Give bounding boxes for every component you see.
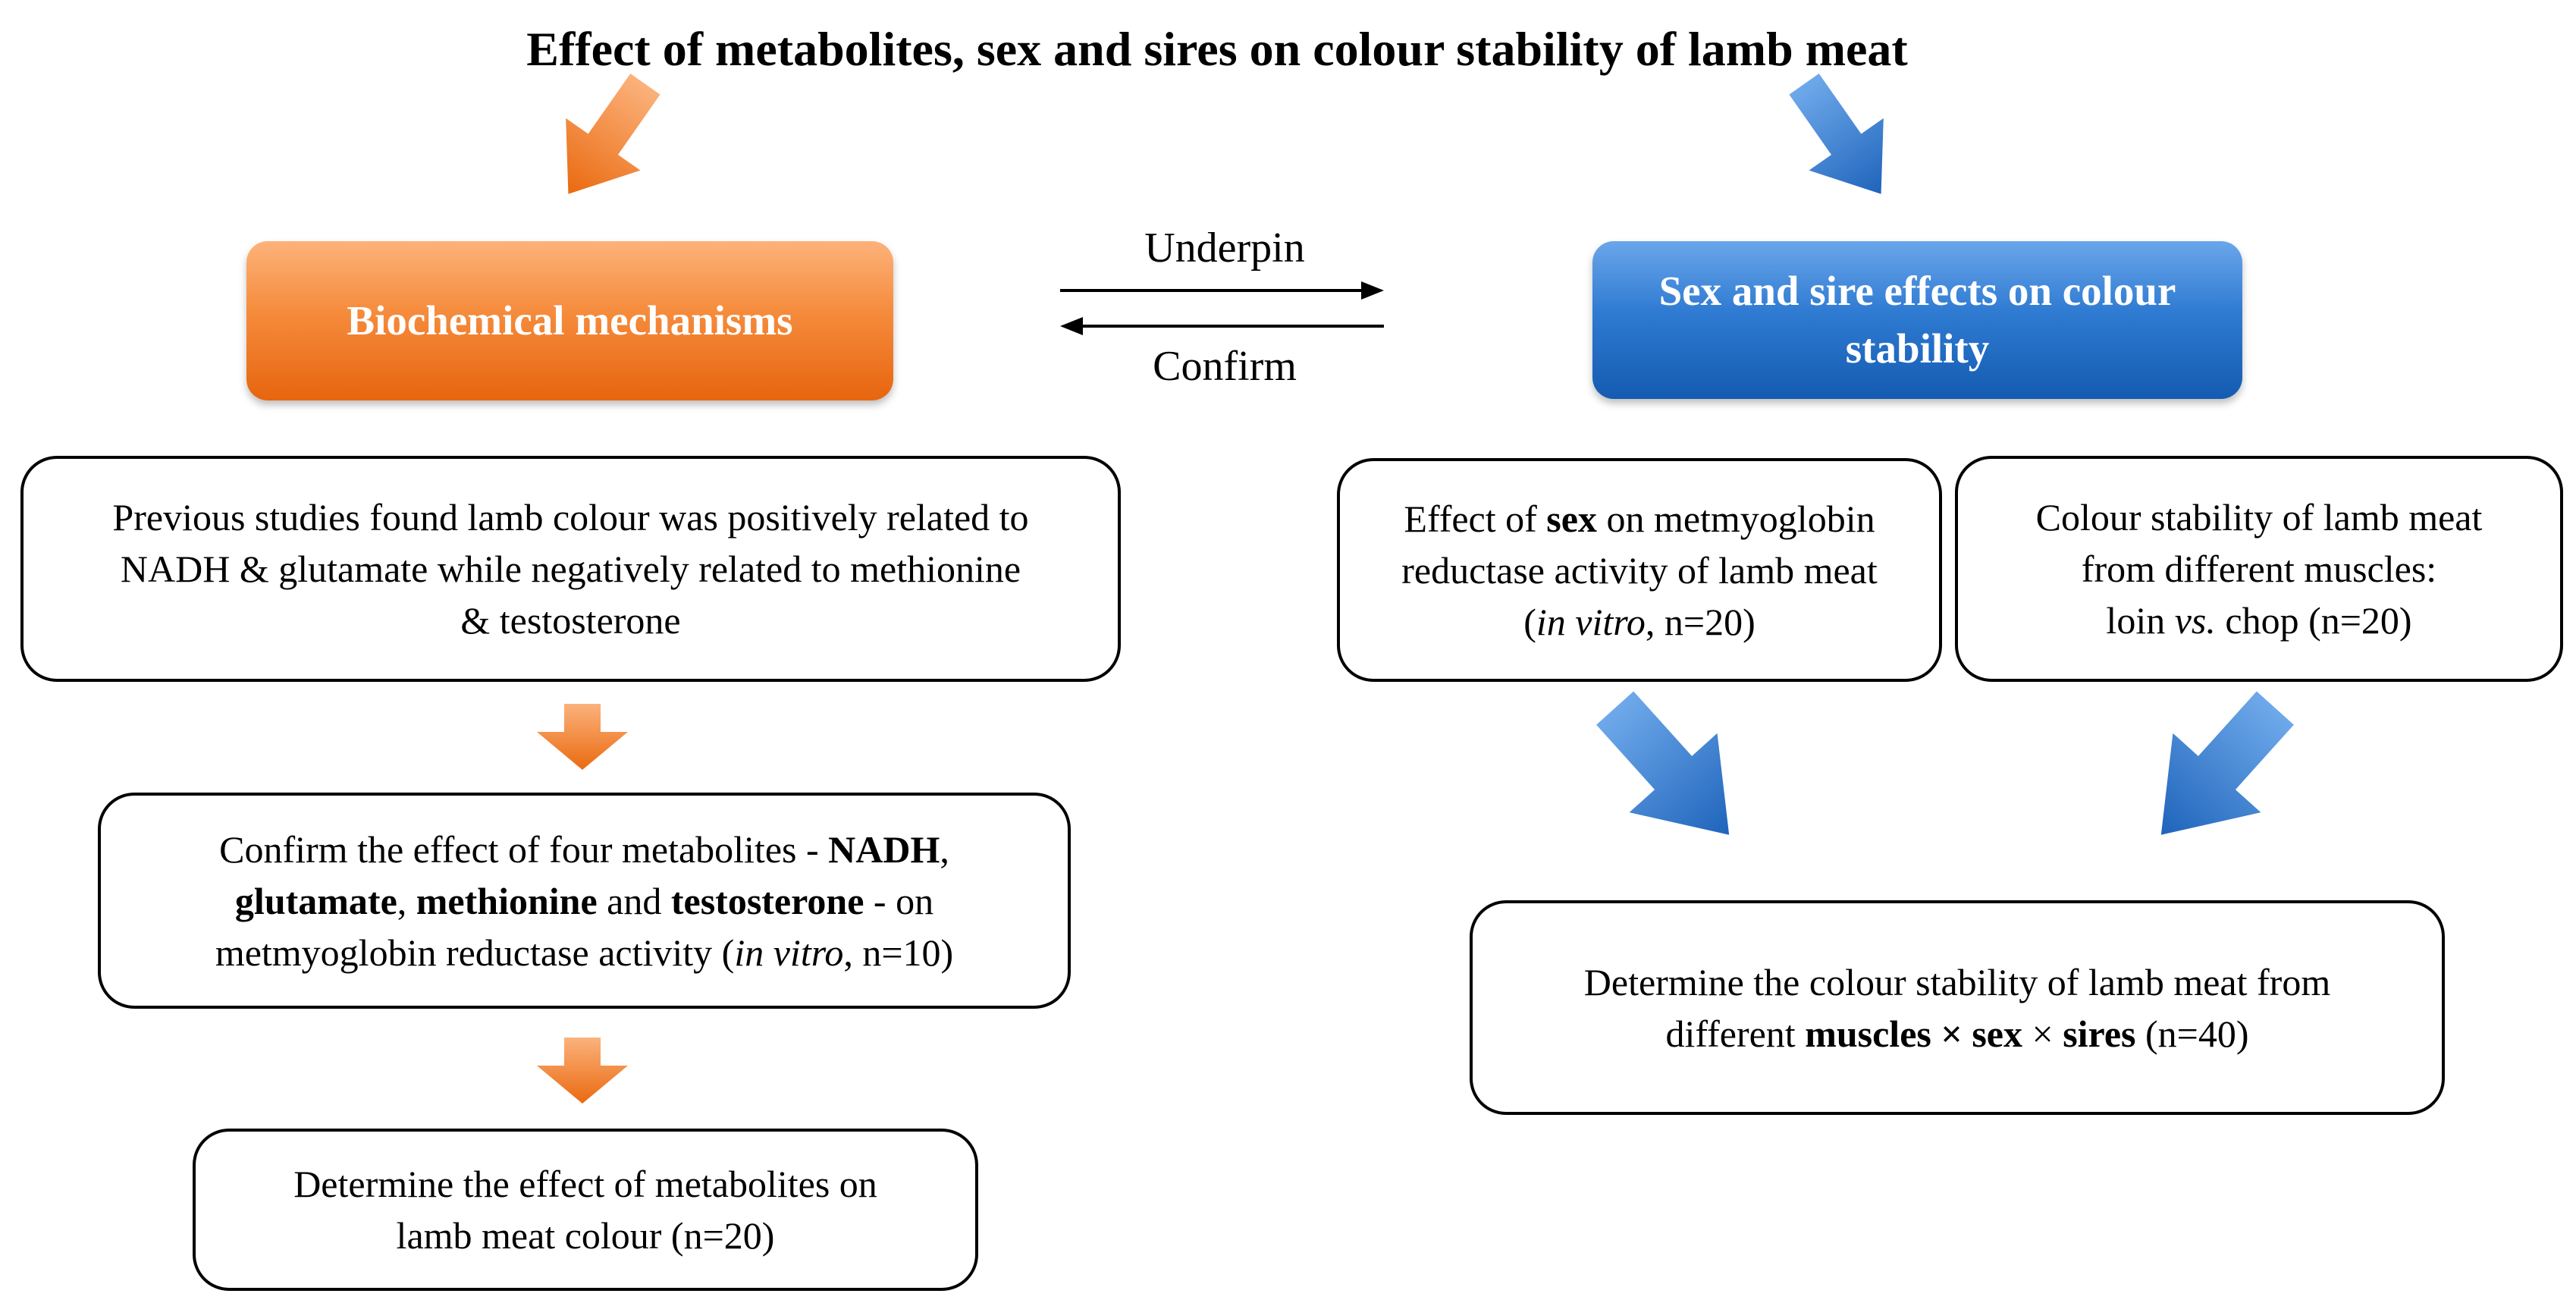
- underpin-arrow-icon: [1060, 281, 1384, 300]
- biochemical-mechanisms-header: Biochemical mechanisms: [246, 241, 893, 400]
- sex-effect-line: Effect of sex on metmyoglobin: [1404, 497, 1875, 540]
- determine-colour-stability-box: [1470, 900, 2445, 1115]
- sex-effect-box: [1337, 458, 1942, 682]
- previous-studies-line: & testosterone: [460, 599, 681, 642]
- orange-down-arrow-icon: [537, 704, 628, 770]
- sex-effect-line: reductase activity of lamb meat: [1401, 548, 1878, 592]
- confirm-arrow-icon: [1060, 317, 1384, 335]
- determine-metabolites-box: [193, 1129, 978, 1291]
- sex-sire-effects-header: Sex and sire effects on colour stability: [1592, 241, 2242, 399]
- blue-diagonal-arrow-icon: [1571, 668, 1773, 874]
- muscles-box: [1955, 456, 2563, 682]
- previous-studies-line: NADH & glutamate while negatively related to methionine: [120, 548, 1021, 590]
- underpin-label: Underpin: [1144, 224, 1305, 272]
- previous-studies-line: Previous studies found lamb colour was positively related to: [112, 496, 1029, 538]
- muscles-line: Colour stability of lamb meat: [2035, 496, 2483, 538]
- determine-metabolites-line: Determine the effect of metabolites on: [293, 1163, 877, 1205]
- confirm-label: Confirm: [1153, 343, 1297, 390]
- determine-colour-stability-line: different muscles × sex × sires (n=40): [1665, 1012, 2249, 1055]
- confirm-metabolites-line: Confirm the effect of four metabolites - NADH,: [219, 827, 949, 871]
- blue-diagonal-arrow-icon: [1767, 58, 1919, 220]
- confirm-metabolites-box: [98, 793, 1071, 1009]
- muscles-line: from different muscles:: [2081, 548, 2437, 590]
- determine-colour-stability-line: Determine the colour stability of lamb meat from: [1583, 960, 2331, 1003]
- determine-metabolites-line: lamb meat colour (n=20): [396, 1214, 775, 1257]
- confirm-metabolites-line: metmyoglobin reductase activity (in vitro, n=10): [215, 931, 954, 974]
- orange-down-arrow-icon: [537, 1038, 628, 1104]
- blue-diagonal-arrow-icon: [2117, 668, 2319, 874]
- diagram-title: Effect of metabolites, sex and sires on colour stability of lamb meat: [526, 22, 1908, 76]
- previous-studies-box: [20, 456, 1121, 682]
- muscles-line: loin vs. chop (n=20): [2106, 599, 2412, 642]
- sex-effect-line: (in vitro, n=20): [1523, 600, 1756, 643]
- orange-diagonal-arrow-icon: [531, 58, 682, 220]
- confirm-metabolites-line: glutamate, methionine and testosterone - on: [234, 879, 934, 922]
